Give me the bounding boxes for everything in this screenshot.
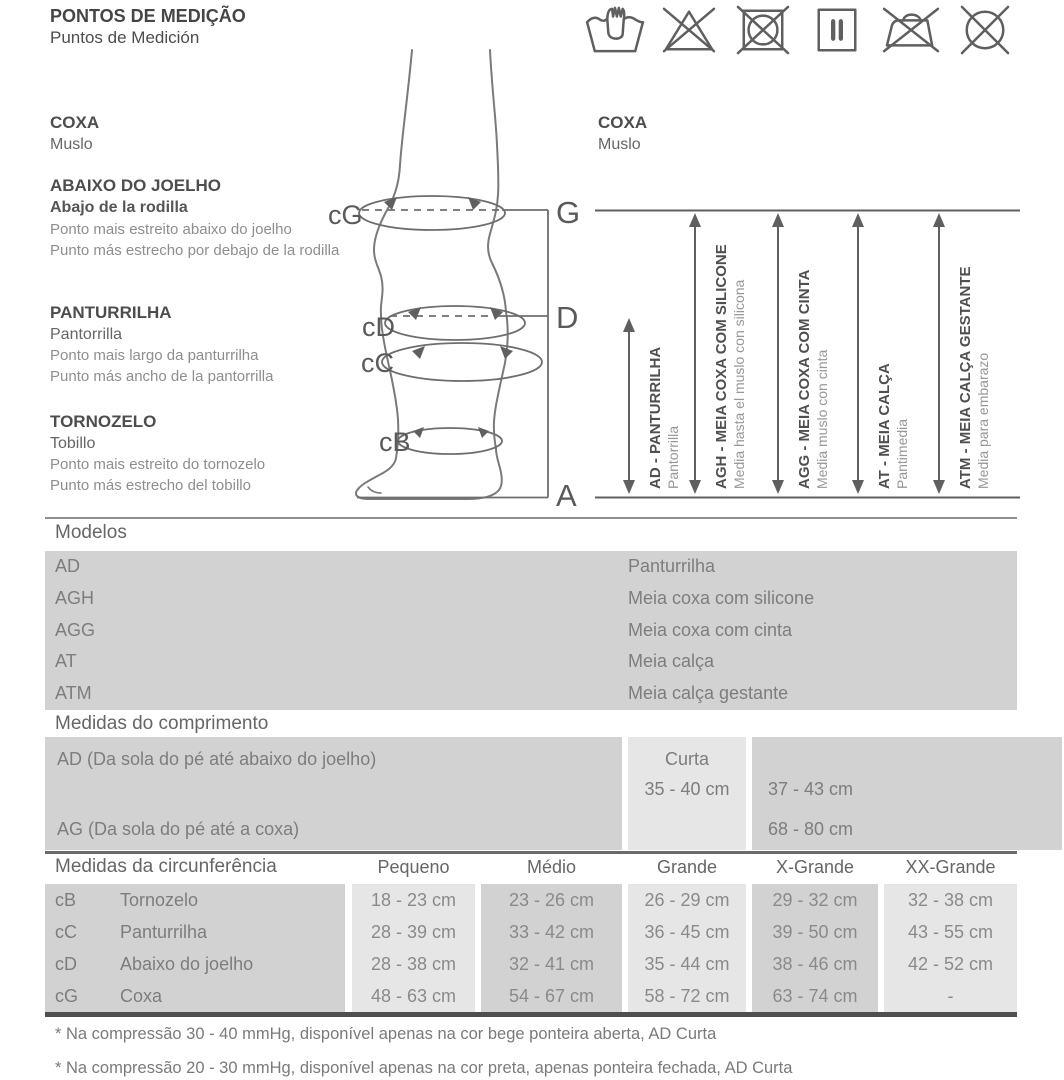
level-g: G [556,195,581,230]
drip-dry-icon [806,5,868,55]
tornozelo-title: TORNOZELO [50,412,157,431]
cell-value: 33 - 42 cm [508,922,595,942]
garment-atm-code: ATM - MEIA CALÇA GESTANTE [957,266,974,489]
table-bottom-bar [45,1012,1017,1017]
care-icons-row [584,5,1016,55]
table-row-cc [45,916,1017,948]
panturrilha-desc-pt: Ponto mais largo da panturrilha [50,347,259,364]
models-table [45,551,1017,710]
model-code: AD [55,556,81,576]
length-row-ad: AD (Da sola do pé até abaixo do joelho) [57,749,377,769]
panturrilha-subtitle: Pantorrilla [50,326,123,343]
do-not-iron-icon [880,5,942,55]
leg-diagram [325,45,585,515]
abaixo-desc-pt: Ponto mais estreito abaixo do joelho [50,221,292,238]
curta-value: 35 - 40 cm [644,779,730,799]
cell-value: 48 - 63 cm [370,986,457,1006]
row-code: cC [55,922,77,942]
label-cb: cB [379,427,411,457]
garment-agg-code: AGG - MEIA COXA COM CINTA [796,269,813,489]
row-label: Coxa [120,986,163,1006]
table-row [45,615,1017,647]
coxa-subtitle: Muslo [50,136,93,153]
garment-at-sub: Pantimedia [894,418,910,489]
curta-label: Curta [664,749,709,769]
level-d: D [556,300,579,335]
panturrilha-desc-es: Punto más ancho de la pantorrilla [50,368,274,385]
row-code: cB [55,890,77,910]
do-not-bleach-icon [658,5,720,55]
cell-value: 42 - 52 cm [907,954,994,974]
size-header-pequeno: Pequeno [377,857,450,877]
model-name: Meia calça gestante [628,683,789,704]
circumference-header [45,856,1017,882]
table-row [45,678,1017,710]
length-table [45,737,1017,850]
abaixo-subtitle: Abajo de la rodilla [50,199,188,216]
cell-value: 32 - 41 cm [508,954,595,974]
coxa-right-title: COXA [598,113,648,132]
cell-value: 35 - 44 cm [644,954,730,974]
cell-value: 38 - 46 cm [772,954,858,974]
model-name: Panturrilha [628,556,716,576]
cell-value: 43 - 55 cm [907,922,994,942]
row-code: cD [55,954,77,974]
hand-wash-icon [584,5,646,55]
garment-atm-sub: Media para embarazo [975,352,991,489]
row-label: Abaixo do joelho [120,954,254,974]
model-name: Meia calça [628,651,715,672]
length-value-ag: 68 - 80 cm [768,819,854,839]
abaixo-title: ABAIXO DO JOELHO [50,176,221,195]
model-code: AGG [55,619,96,640]
coxa-right-subtitle: Muslo [598,136,641,153]
models-divider [45,517,1017,519]
table-row-cd [45,948,1017,980]
length-col-labels [45,737,622,850]
length-value-ad: 37 - 43 cm [768,779,854,799]
ellipse-cc [382,343,542,381]
garment-agh-code: AGH - MEIA COXA COM SILICONE [713,244,730,489]
label-abaixo-joelho [50,175,339,261]
cell-value: 18 - 23 cm [370,890,457,910]
length-col-curta [628,737,746,850]
toe-line [368,487,381,493]
models-title: Modelos [55,522,127,543]
label-cg: cG [328,200,363,230]
garment-ad-code: AD - PANTURRILHA [647,346,664,489]
cell-value: 28 - 38 cm [370,954,457,974]
circumference-divider [45,851,1017,854]
cell-value: 63 - 74 cm [772,986,858,1006]
garment-range-chart [588,100,1064,512]
table-row [45,583,1017,615]
label-coxa [50,112,99,155]
do-not-tumble-dry-icon [732,5,794,55]
size-header-grande: Grande [656,857,718,877]
ellipse-cg [359,196,505,230]
model-code: ATM [55,683,92,704]
footnote-2: * Na compressão 20 - 30 mmHg, disponível apenas na cor preta, apenas ponteira fechada, AD Curta [55,1059,793,1077]
label-tornozelo [50,411,265,496]
garment-agh-sub: Media hasta el muslo con silicona [731,279,747,489]
abaixo-desc-es: Punto más estrecho por debajo de la rodilla [50,242,340,259]
row-label: Tornozelo [120,890,199,910]
label-cd: cD [362,312,395,342]
row-code: cG [55,986,79,1006]
size-header-medio: Médio [526,857,577,877]
ellipse-cd [385,306,525,340]
cell-value: 54 - 67 cm [508,986,595,1006]
panturrilha-title: PANTURRILHA [50,303,172,322]
model-code: AT [55,651,77,672]
page-subtitle: Puntos de Medición [50,28,200,47]
page-title-block [50,5,246,49]
table-row [45,646,1017,678]
cell-value: 29 - 32 cm [772,890,858,910]
level-a: A [556,478,577,513]
cell-value: 39 - 50 cm [772,922,858,942]
do-not-dry-clean-icon [954,5,1016,55]
length-col-values [752,737,1062,850]
model-name: Meia coxa com silicone [628,587,815,608]
row-label: Panturrilha [120,922,208,942]
cell-value: - [947,986,954,1006]
length-title: Medidas do comprimento [55,713,269,734]
model-name: Meia coxa com cinta [628,619,793,640]
size-header-xxgrande: XX-Grande [905,857,996,877]
cell-value: 58 - 72 cm [644,986,730,1006]
garment-agg-sub: Media muslo con cinta [814,349,830,489]
cell-value: 32 - 38 cm [907,890,994,910]
cell-value: 26 - 29 cm [644,890,730,910]
garment-at-code: AT - MEIA CALÇA [876,363,893,489]
label-panturrilha [50,302,273,387]
page-title: PONTOS DE MEDIÇÃO [50,6,246,26]
tornozelo-subtitle: Tobillo [50,435,96,452]
coxa-title: COXA [50,113,100,132]
cell-value: 36 - 45 cm [644,922,730,942]
label-cc: cC [361,348,394,378]
size-header-xgrande: X-Grande [775,857,855,877]
tornozelo-desc-es: Punto más estrecho del tobillo [50,477,251,494]
circumference-table [45,884,1017,1012]
table-row [45,551,1017,583]
length-row-ag: AG (Da sola do pé até a coxa) [57,819,300,839]
garment-ad-sub: Pantorrilla [665,425,681,489]
ellipse-arrowheads [384,197,513,438]
cell-value: 28 - 39 cm [370,922,457,942]
footnote-1: * Na compressão 30 - 40 mmHg, disponível apenas na cor bege ponteira aberta, AD Curta [55,1025,717,1043]
table-row-cg [45,980,1017,1012]
tornozelo-desc-pt: Ponto mais estreito do tornozelo [50,456,266,473]
table-row-cb [45,884,1017,916]
cell-value: 23 - 26 cm [508,890,595,910]
model-code: AGH [55,587,95,608]
circumference-title: Medidas da circunferência [55,856,277,877]
